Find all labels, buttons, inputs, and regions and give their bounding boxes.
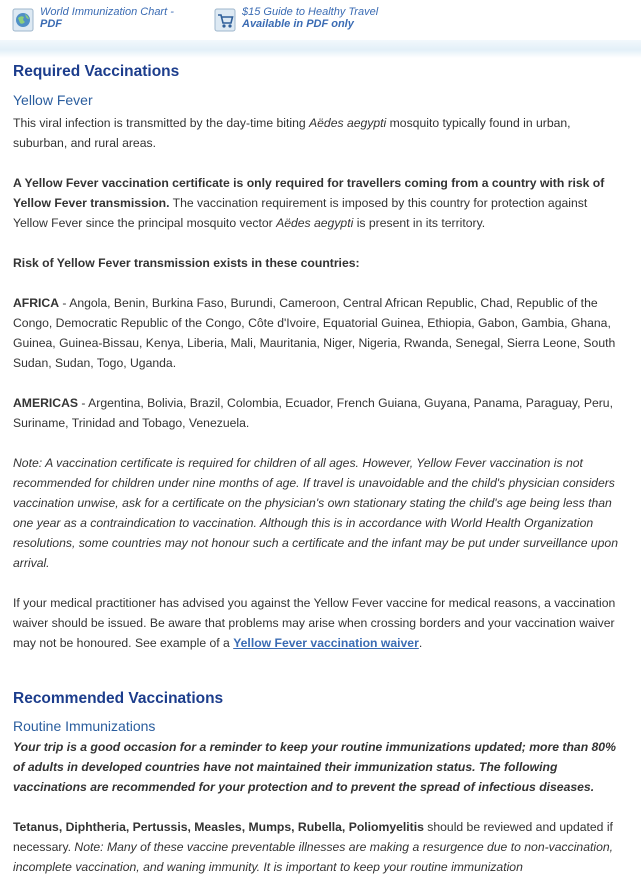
certificate-requirement: A Yellow Fever vaccination certificate is only required for travellers coming from a country with risk of Yellow Fever transmission. The vaccination requirement is imposed by this country for protection against Yellow Fever since the principal mosquito vector Aëdes aegypti is present in its territory. — [13, 176, 605, 230]
immunization-chart-link[interactable] — [12, 6, 174, 32]
main-content — [13, 57, 623, 877]
travel-guide-link[interactable] — [214, 6, 378, 32]
top-links-bar — [0, 0, 641, 58]
required-vaccinations-heading: Required Vaccinations — [13, 63, 180, 80]
recommended-vaccinations-heading: Recommended Vaccinations — [13, 690, 224, 707]
yellow-fever-subheading: Yellow Fever — [13, 92, 93, 108]
header-glow-divider — [0, 40, 641, 58]
risk-countries-heading: Risk of Yellow Fever transmission exists in these countries: — [13, 256, 360, 270]
shopping-cart-icon — [214, 8, 236, 32]
routine-vaccine-list: Tetanus, Diphtheria, Pertussis, Measles, Mumps, Rubella, Poliomyelitis should be reviewed and updated if necessary. Note: Many of these vaccine preventable illnesses are making a resurgence due to non-vaccination, incomplete vaccination, and waning immunity. It is important to keep your routine immunization — [13, 820, 614, 874]
chart-link-line1[interactable]: World Immunization Chart - — [40, 6, 174, 18]
africa-countries: AFRICA - Angola, Benin, Burkina Faso, Burundi, Cameroon, Central African Republic, Chad, Republic of the Congo, Democratic Republic of the Congo, Côte d'Ivoire, Equatorial Guinea, Ethiopia, Gabon, Gambia, Ghana, Guinea, Guinea-Bissau, Kenya, Liberia, Mali, Mauritania, Niger, Nigeria, Rwanda, Senegal, Sierra Leone, South Sudan, Sudan, Togo, Uganda. — [13, 296, 616, 370]
routine-immunizations-subheading: Routine Immunizations — [13, 718, 156, 734]
americas-countries: AMERICAS - Argentina, Bolivia, Brazil, Colombia, Ecuador, French Guiana, Guyana, Panama, Paraguay, Peru, Suriname, Trinidad and Tobago, Venezuela. — [13, 396, 613, 430]
guide-link-line2[interactable]: Available in PDF only — [242, 18, 354, 30]
routine-immunizations-intro: Your trip is a good occasion for a reminder to keep your routine immunizations updated; more than 80% of adults in developed countries have not maintained their immunization status. The following vaccinations are recommended for your protection and to prevent the spread of infectious diseases. — [13, 740, 616, 794]
guide-link-line1[interactable]: $15 Guide to Healthy Travel — [242, 6, 379, 18]
waiver-paragraph: If your medical practitioner has advised you against the Yellow Fever vaccine for medical reasons, a vaccination waiver should be issued. Be aware that problems may arise when crossing borders and your vaccination waiver may not be honoured. See example of a Yellow Fever vaccination waiver. — [13, 596, 616, 650]
chart-link-line2[interactable]: PDF — [40, 18, 62, 30]
globe-icon — [12, 8, 34, 32]
children-note: Note: A vaccination certificate is required for children of all ages. However, Yellow Fever vaccination is not recommended for children under nine months of age. If travel is unavoidable and the child's physician considers vaccination unwise, ask for a certificate on the physician's own stationary stating the child's age being less than one year as a contraindication to vaccination. Although this is in accordance with World Health Organization resolutions, some countries may not honour such a certificate and the infant may be put under surveillance upon arrival. — [13, 456, 618, 570]
waiver-link[interactable]: Yellow Fever vaccination waiver — [233, 636, 419, 650]
yellow-fever-intro: This viral infection is transmitted by the day-time biting Aëdes aegypti mosquito typically found in urban, suburban, and rural areas. — [13, 116, 571, 150]
